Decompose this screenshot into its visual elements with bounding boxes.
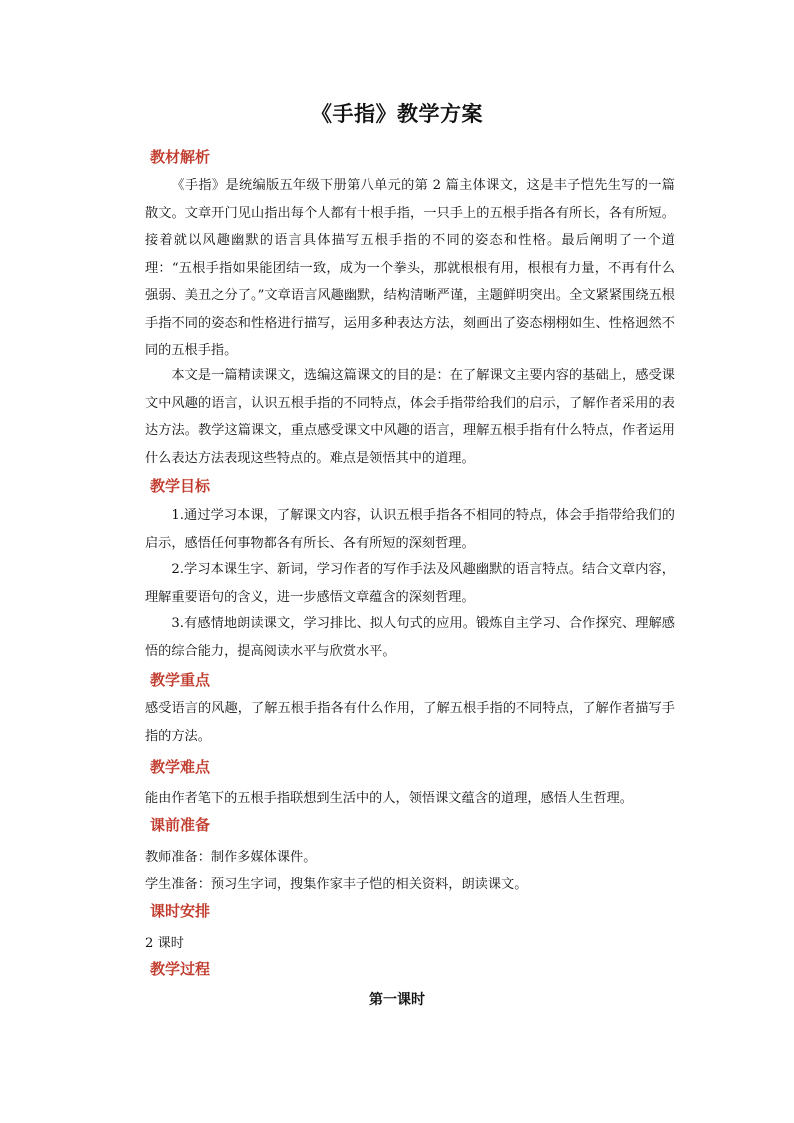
section-heading-process: 教学过程 [150, 960, 211, 978]
analysis-paragraph-1: 《手指》是统编版五年级下册第八单元的第 2 篇主体课文，这是丰子恺先生写的一篇散文。文章开门见山指出每个人都有十根手指，一只手上的五根手指各有所长，各有所短。接着就以风趣幽默的语言具体描写五根手指的不同的姿态和性格。最后阐明了一个道理：“五根手指如果能团结一致，成为一个拳头，那就根根有用，根根有力量，不再有什么强弱、美丑之分了。”文章语言风趣幽默，结构清晰严谨，主题鲜明突出。全文紧紧围绕五根手指不同的姿态和性格进行描写，运用多种表达方法，刻画出了姿态栩栩如生、性格迥然不同的五根手指。 [145, 178, 675, 358]
difficulties-text: 能由作者笔下的五根手指联想到生活中的人，领悟课文蕴含的道理，感悟人生哲理。 [145, 791, 633, 806]
section-heading-keypoints: 教学重点 [150, 671, 211, 689]
section-heading-goals: 教学目标 [150, 477, 211, 495]
keypoints-text: 感受语言的风趣，了解五根手指各有什么作用，了解五根手指的不同特点，了解作者描写手指的方法。 [145, 701, 675, 744]
lesson-subtitle: 第一课时 [369, 992, 425, 1008]
section-heading-difficulties: 教学难点 [150, 758, 211, 776]
analysis-paragraph-2: 本文是一篇精读课文，选编这篇课文的目的是：在了解课文主要内容的基础上，感受课文中风趣的语言，认识五根手指的不同特点，体会手指带给我们的启示，了解作者采用的表达方法。教学这篇课文，重点感受课文中风趣的语言，理解五根手指有什么特点，作者运用什么表达方法表现这些特点的。难点是领悟其中的道理。 [145, 368, 675, 466]
preparation-student: 学生准备：预习生字词，搜集作家丰子恺的相关资料，朗读课文。 [145, 877, 528, 892]
section-heading-schedule: 课时安排 [150, 902, 211, 920]
section-heading-preparation: 课前准备 [150, 816, 211, 834]
page-title: 《手指》教学方案 [311, 101, 483, 126]
goal-item-2: 2.学习本课生字、新词，学习作者的写作手法及风趣幽默的语言特点。结合文章内容，理解重要语句的含义，进一步感悟文章蕴含的深刻哲理。 [145, 562, 675, 605]
goal-item-1: 1.通过学习本课，了解课文内容，认识五根手指各不相同的特点，体会手指带给我们的启示，感悟任何事物都各有所长、各有所短的深刻哲理。 [145, 508, 675, 551]
schedule-text: 2 课时 [145, 936, 184, 951]
section-heading-analysis: 教材解析 [150, 148, 211, 166]
preparation-teacher: 教师准备：制作多媒体课件。 [145, 850, 317, 865]
goal-item-3: 3.有感情地朗读课文，学习排比、拟人句式的应用。锻炼自主学习、合作探究、理解感悟的综合能力，提高阅读水平与欣赏水平。 [145, 616, 675, 659]
